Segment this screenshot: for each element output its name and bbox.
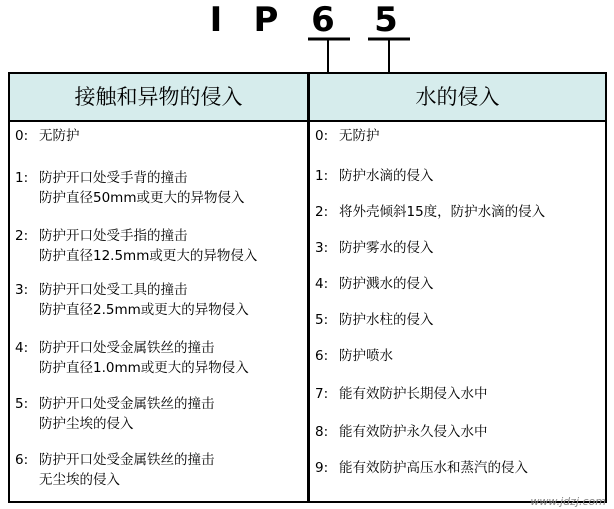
list-item [10, 394, 215, 434]
item-number: 5: [15, 396, 29, 412]
item-text: 将外壳倾斜15度，防护水滴的侵入 [339, 204, 546, 220]
code-letter-p: P [253, 0, 279, 40]
item-number: 3: [315, 240, 329, 256]
list-item [10, 126, 80, 146]
item-text: 防护直径2.5mm或更大的异物侵入 [39, 302, 249, 318]
code-digit-second: 5 [374, 0, 398, 40]
ip-rating-table [8, 72, 607, 503]
item-number: 0: [315, 128, 329, 144]
list-item [310, 274, 434, 294]
item-text: 无尘埃的侵入 [39, 472, 120, 488]
item-text: 防护尘埃的侵入 [39, 416, 134, 432]
item-number: 9: [315, 460, 329, 476]
code-letter-i: I [209, 0, 223, 40]
item-text: 无防护 [339, 128, 380, 144]
list-item [310, 310, 434, 330]
item-number: 0: [15, 128, 29, 144]
item-text: 能有效防护永久侵入水中 [339, 424, 488, 440]
item-text: 防护直径12.5mm或更大的异物侵入 [39, 248, 258, 264]
list-item [310, 126, 380, 146]
list-item [310, 202, 545, 222]
list-item [310, 166, 434, 186]
item-text: 防护开口处受工具的撞击 [39, 282, 188, 298]
list-item [10, 450, 215, 490]
list-item [10, 168, 244, 208]
ip-code-heading [0, 0, 614, 72]
item-text: 能有效防护长期侵入水中 [339, 386, 488, 402]
item-text: 防护直径1.0mm或更大的异物侵入 [39, 360, 249, 376]
item-text: 防护雾水的侵入 [339, 240, 434, 256]
item-number: 2: [315, 204, 329, 220]
code-connector-lines [0, 0, 614, 72]
item-text: 防护水滴的侵入 [339, 168, 434, 184]
item-number: 4: [15, 340, 29, 356]
item-number: 3: [15, 282, 29, 298]
item-text: 防护喷水 [339, 348, 393, 364]
list-item [310, 346, 393, 366]
item-text: 防护开口处受金属铁丝的撞击 [39, 340, 215, 356]
item-text: 防护开口处受金属铁丝的撞击 [39, 396, 215, 412]
item-text: 能有效防护高压水和蒸汽的侵入 [339, 460, 528, 476]
item-text: 防护开口处受金属铁丝的撞击 [39, 452, 215, 468]
watermark: www.jdzj.com [530, 495, 606, 508]
list-item [10, 280, 249, 320]
code-digit-first: 6 [311, 0, 335, 40]
item-text: 防护直径50mm或更大的异物侵入 [39, 190, 245, 206]
item-number: 4: [315, 276, 329, 292]
list-item [10, 226, 257, 266]
item-text: 防护开口处受手背的撞击 [39, 170, 188, 186]
item-number: 1: [15, 170, 29, 186]
item-number: 7: [315, 386, 329, 402]
item-number: 2: [15, 228, 29, 244]
item-number: 1: [315, 168, 329, 184]
item-number: 5: [315, 312, 329, 328]
solid-ingress-header: 接触和异物的侵入 [10, 74, 307, 120]
item-text: 防护水柱的侵入 [339, 312, 434, 328]
water-ingress-header: 水的侵入 [310, 74, 605, 120]
item-text: 防护溅水的侵入 [339, 276, 434, 292]
item-number: 6: [15, 452, 29, 468]
item-number: 6: [315, 348, 329, 364]
item-text: 无防护 [39, 128, 80, 144]
item-text: 防护开口处受手指的撞击 [39, 228, 188, 244]
list-item [310, 458, 528, 478]
list-item [310, 238, 434, 258]
list-item [310, 422, 488, 442]
item-number: 8: [315, 424, 329, 440]
list-item [10, 338, 249, 378]
list-item [310, 384, 488, 404]
